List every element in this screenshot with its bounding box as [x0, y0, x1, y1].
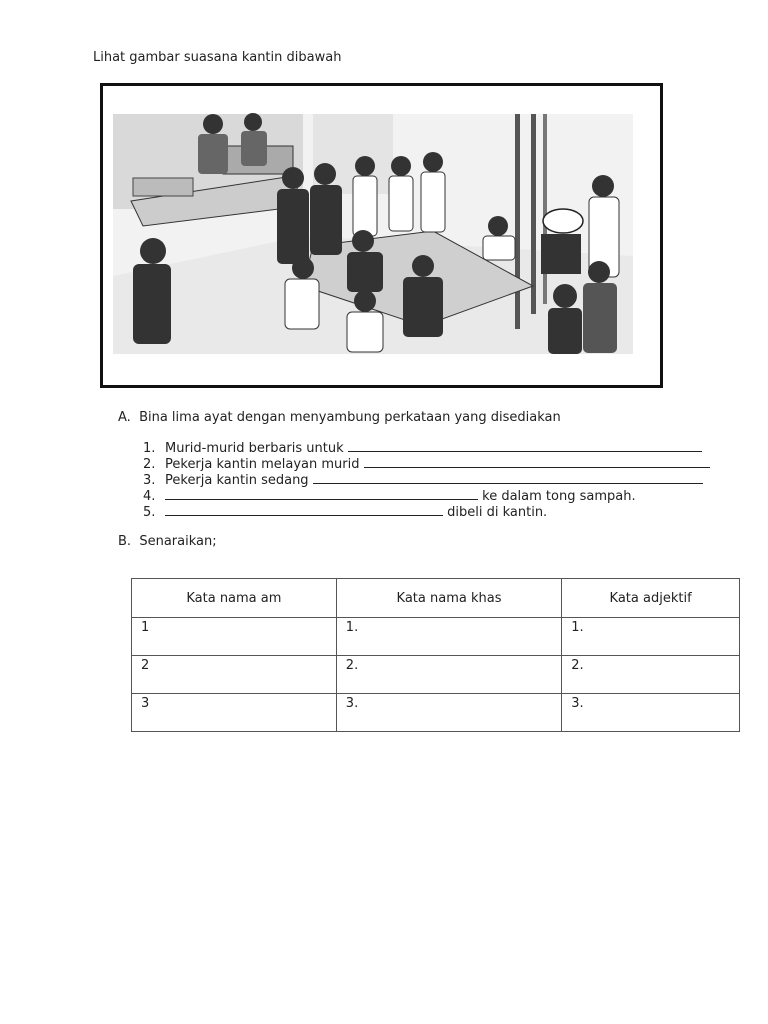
- table-row: [132, 694, 740, 732]
- worksheet-intro: Lihat gambar suasana kantin dibawah: [93, 50, 342, 65]
- table-cell[interactable]: 3.: [562, 694, 740, 732]
- sentence-item-4: [143, 488, 710, 504]
- table-cell[interactable]: 2.: [562, 656, 740, 694]
- sentence-end: ke dalam tong sampah.: [482, 489, 636, 504]
- item-number: 3.: [143, 473, 156, 488]
- answer-blank[interactable]: [364, 456, 710, 468]
- item-number: 4.: [143, 489, 156, 504]
- table-cell[interactable]: 3.: [336, 694, 561, 732]
- table-row: [132, 618, 740, 656]
- section-b-instruction: Senaraikan;: [139, 534, 217, 549]
- table-cell[interactable]: 1: [132, 618, 337, 656]
- sentence-item-5: [143, 504, 710, 520]
- answer-blank[interactable]: [313, 472, 703, 484]
- section-b-letter: B.: [118, 534, 132, 549]
- table-row: [132, 656, 740, 694]
- sentence-start: Pekerja kantin melayan murid: [165, 457, 360, 472]
- section-a-instruction: Bina lima ayat dengan menyambung perkataan yang disediakan: [139, 410, 561, 425]
- table-cell[interactable]: 1.: [336, 618, 561, 656]
- sentence-item-3: [143, 472, 710, 488]
- table-cell[interactable]: 2.: [336, 656, 561, 694]
- item-number: 5.: [143, 505, 156, 520]
- section-a-heading: [118, 410, 561, 425]
- table-cell[interactable]: 1.: [562, 618, 740, 656]
- sentence-item-2: [143, 456, 710, 472]
- answer-blank[interactable]: [165, 504, 443, 516]
- sentence-item-1: [143, 440, 710, 456]
- item-number: 1.: [143, 441, 156, 456]
- table-cell[interactable]: 3: [132, 694, 337, 732]
- column-header: Kata nama am: [132, 579, 337, 618]
- item-number: 2.: [143, 457, 156, 472]
- word-classification-table: [131, 578, 740, 732]
- answer-blank[interactable]: [165, 488, 478, 500]
- canteen-illustration: [100, 83, 663, 388]
- table-cell[interactable]: 2: [132, 656, 337, 694]
- answer-blank[interactable]: [348, 440, 702, 452]
- column-header: Kata nama khas: [336, 579, 561, 618]
- section-a-letter: A.: [118, 410, 131, 425]
- sentence-list: [143, 440, 710, 520]
- sentence-end: dibeli di kantin.: [447, 505, 548, 520]
- sentence-start: Pekerja kantin sedang: [165, 473, 309, 488]
- sentence-start: Murid-murid berbaris untuk: [165, 441, 344, 456]
- column-header: Kata adjektif: [562, 579, 740, 618]
- section-b-heading: [118, 534, 217, 549]
- table-header-row: [132, 579, 740, 618]
